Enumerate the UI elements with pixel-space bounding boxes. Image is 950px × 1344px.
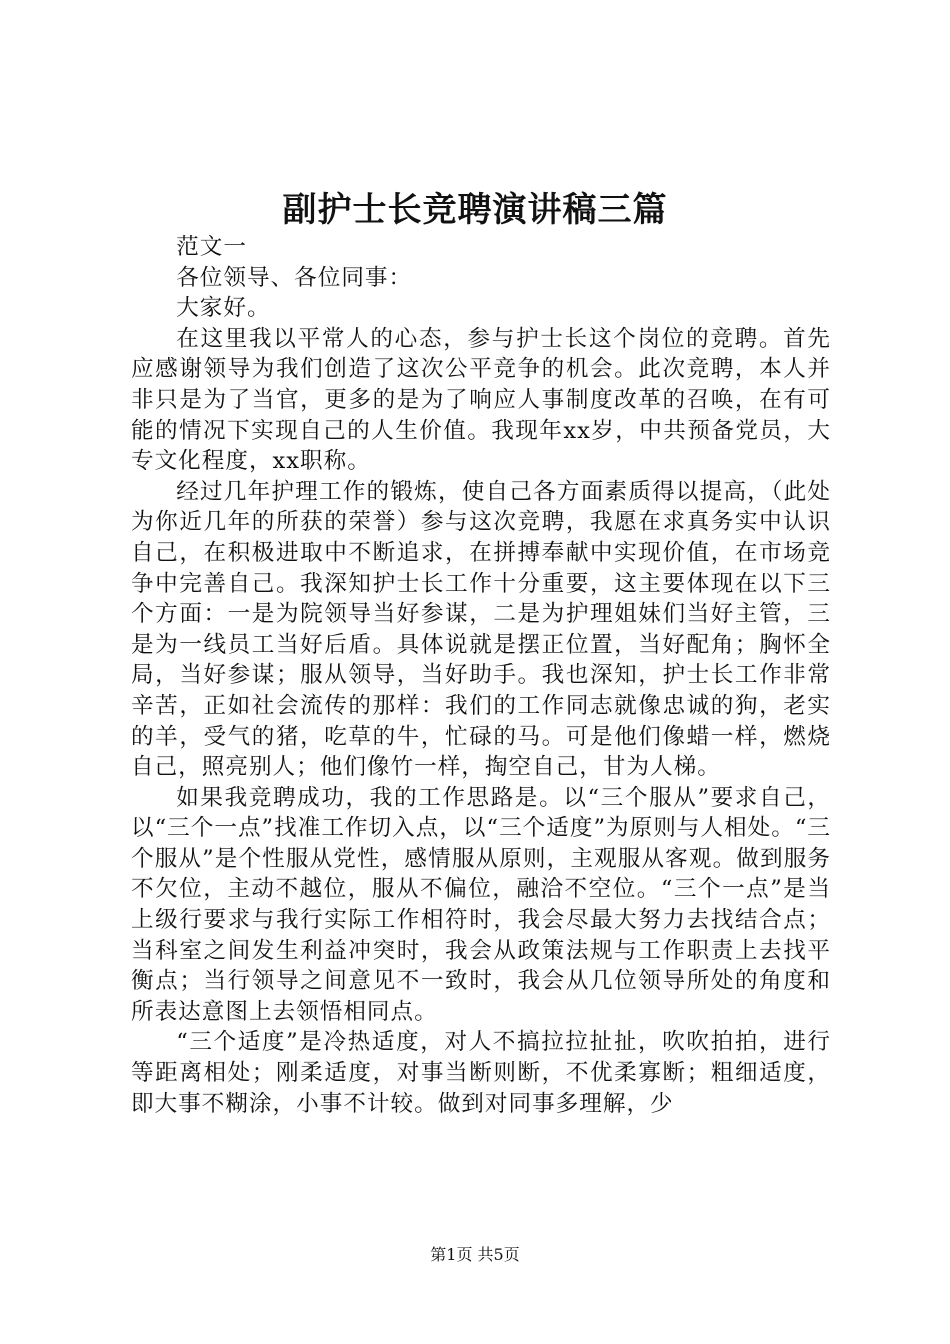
paragraph-heading: 范文一 xyxy=(176,234,247,260)
paragraph-salutation: 各位领导、各位同事： xyxy=(176,264,413,291)
paragraph-work-plan: 如果我竞聘成功，我的工作思路是。以“三个服从”要求自己，以“三个一点”找准工作切入点，以“三个适度”为原则与人相处。“三个服从”是个性服从党性，感情服从原则，主观服从客观。做到服务不欠位，主动不越位，服从不偏位，融洽不空位。“三个一点”是当上级行要求与我行实际工作相符时，我会尽最大努力去找结合点；当科室之间发生利益冲突时，我会从政策法规与工作职责上去找平衡点；当行领导之间意见不一致时，我会从几位领导所处的角度和所表达意图上去领悟相同点。 xyxy=(131,784,831,1025)
paragraph-experience: 经过几年护理工作的锻炼，使自己各方面素质得以提高，（此处为你近几年的所获的荣誉）参与这次竞聘，我愿在求真务实中认识自己，在积极进取中不断追求，在拼搏奉献中实现价值，在市场竞争中完善自己。我深知护士长工作十分重要，这主要体现在以下三个方面：一是为院领导当好参谋，二是为护理姐妹们当好主管，三是为一线员工当好后盾。具体说就是摆正位置，当好配角；胸怀全局，当好参谋；服从领导，当好助手。我也深知，护士长工作非常辛苦，正如社会流传的那样：我们的工作同志就像忠诚的狗，老实的羊，受气的猪，吃草的牛，忙碌的马。可是他们像蜡一样，燃烧自己，照亮别人；他们像竹一样，掏空自己，甘为人梯。 xyxy=(131,478,831,781)
document-body xyxy=(131,232,831,1119)
paragraph-three-moderations: “三个适度”是冷热适度，对人不搞拉拉扯扯，吹吹拍拍，进行等距离相处；刚柔适度，对事当断则断，不优柔寡断；粗细适度，即大事不糊涂，小事不计较。做到对同事多理解，少 xyxy=(131,1029,831,1117)
paragraph-greeting: 大家好。 xyxy=(176,295,271,322)
paragraph-introduction: 在这里我以平常人的心态，参与护士长这个岗位的竞聘。首先应感谢领导为我们创造了这次公平竞争的机会。此次竞聘，本人并非只是为了当官，更多的是为了响应人事制度改革的召唤，在有可能的情况下实现自己的人生价值。我现年xx岁，中共预备党员，大专文化程度，xx职称。 xyxy=(131,325,831,475)
page-number: 第1页 共5页 xyxy=(430,1245,520,1264)
document-title: 副护士长竞聘演讲稿三篇 xyxy=(282,190,668,230)
